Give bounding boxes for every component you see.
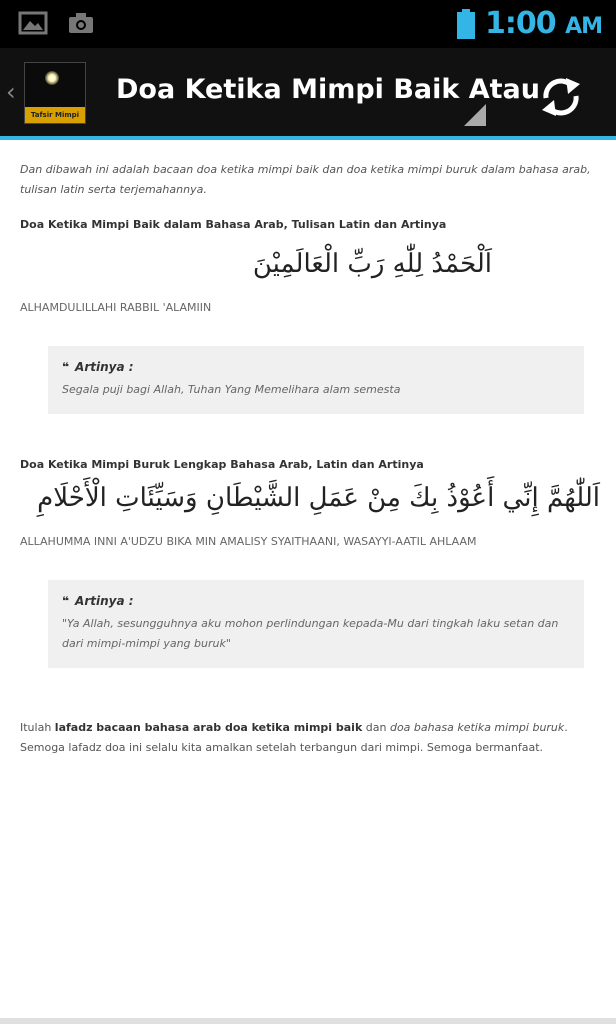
up-caret-icon[interactable]: ‹	[6, 78, 16, 106]
latin-text-good-dream: ALHAMDULILLAHI RABBIL 'ALAMIIN	[20, 301, 212, 314]
outro-suffix: . Semoga lafadz doa ini selalu kita amalkan setelah terbangun dari mimpi. Semoga bermanfaat.	[20, 721, 568, 754]
section-heading-good-dream: Doa Ketika Mimpi Baik dalam Bahasa Arab, Tulisan Latin dan Artinya	[20, 218, 447, 231]
quote-header	[62, 594, 570, 608]
bottom-divider	[0, 1018, 616, 1024]
status-clock	[485, 6, 602, 41]
camera-icon	[66, 10, 96, 36]
clock-ampm: AM	[565, 14, 602, 39]
refresh-icon[interactable]	[536, 72, 586, 122]
arabic-text-bad-dream: اَللّٰهُمَّ إِنِّي أَعُوْذُ بِكَ مِنْ عَمَلِ الشَّيْطَانِ وَسَيِّئَاتِ الْأَحْلَامِ	[37, 483, 600, 513]
article-content	[20, 160, 612, 758]
quote-label: Artinya :	[75, 594, 134, 608]
article-intro: Dan dibawah ini adalah bacaan doa ketika mimpi baik dan doa ketika mimpi buruk dalam bahasa arab, tulisan latin serta terjemahannya.	[20, 163, 591, 196]
action-bar	[0, 48, 616, 140]
section-heading-bad-dream: Doa Ketika Mimpi Buruk Lengkap Bahasa Arab, Latin dan Artinya	[20, 458, 424, 471]
app-icon-label: Tafsir Mimpi	[30, 111, 80, 119]
quote-box-good-dream	[48, 346, 584, 414]
title-spinner[interactable]	[104, 68, 540, 128]
outro-bold: lafadz bacaan bahasa arab doa ketika mimpi baik	[54, 721, 363, 734]
moon-icon	[45, 71, 59, 85]
dropdown-triangle-icon	[464, 104, 486, 126]
quote-text-bad-dream: "Ya Allah, sesungguhnya aku mohon perlindungan kepada-Mu dari tingkah laku setan dan dari mimpi-mimpi yang buruk"	[62, 617, 559, 650]
gallery-icon	[18, 10, 48, 36]
notification-icons	[18, 10, 96, 36]
outro-italic: doa bahasa ketika mimpi buruk	[389, 721, 565, 734]
quote-mark-icon: ❝	[62, 594, 70, 608]
clock-time: 1:00	[485, 6, 556, 41]
quote-text-good-dream: Segala puji bagi Allah, Tuhan Yang Memelihara alam semesta	[62, 383, 401, 396]
quote-header	[62, 360, 570, 374]
quote-label: Artinya :	[75, 360, 134, 374]
quote-mark-icon: ❝	[62, 360, 70, 374]
latin-text-bad-dream: ALLAHUMMA INNI A'UDZU BIKA MIN AMALISY SYAITHAANI, WASAYYI-AATIL AHLAAM	[20, 535, 477, 548]
page-title: Doa Ketika Mimpi Baik Atau	[116, 74, 540, 105]
status-bar	[0, 0, 616, 48]
outro-middle: dan	[362, 721, 390, 734]
quote-box-bad-dream	[48, 580, 584, 668]
battery-icon	[457, 9, 475, 39]
arabic-text-good-dream: اَلْحَمْدُ لِلّٰهِ رَبِّ الْعَالَمِيْنَ	[252, 249, 492, 279]
outro-prefix: Itulah	[20, 721, 55, 734]
article-outro	[20, 718, 612, 758]
app-icon[interactable]	[24, 62, 86, 124]
